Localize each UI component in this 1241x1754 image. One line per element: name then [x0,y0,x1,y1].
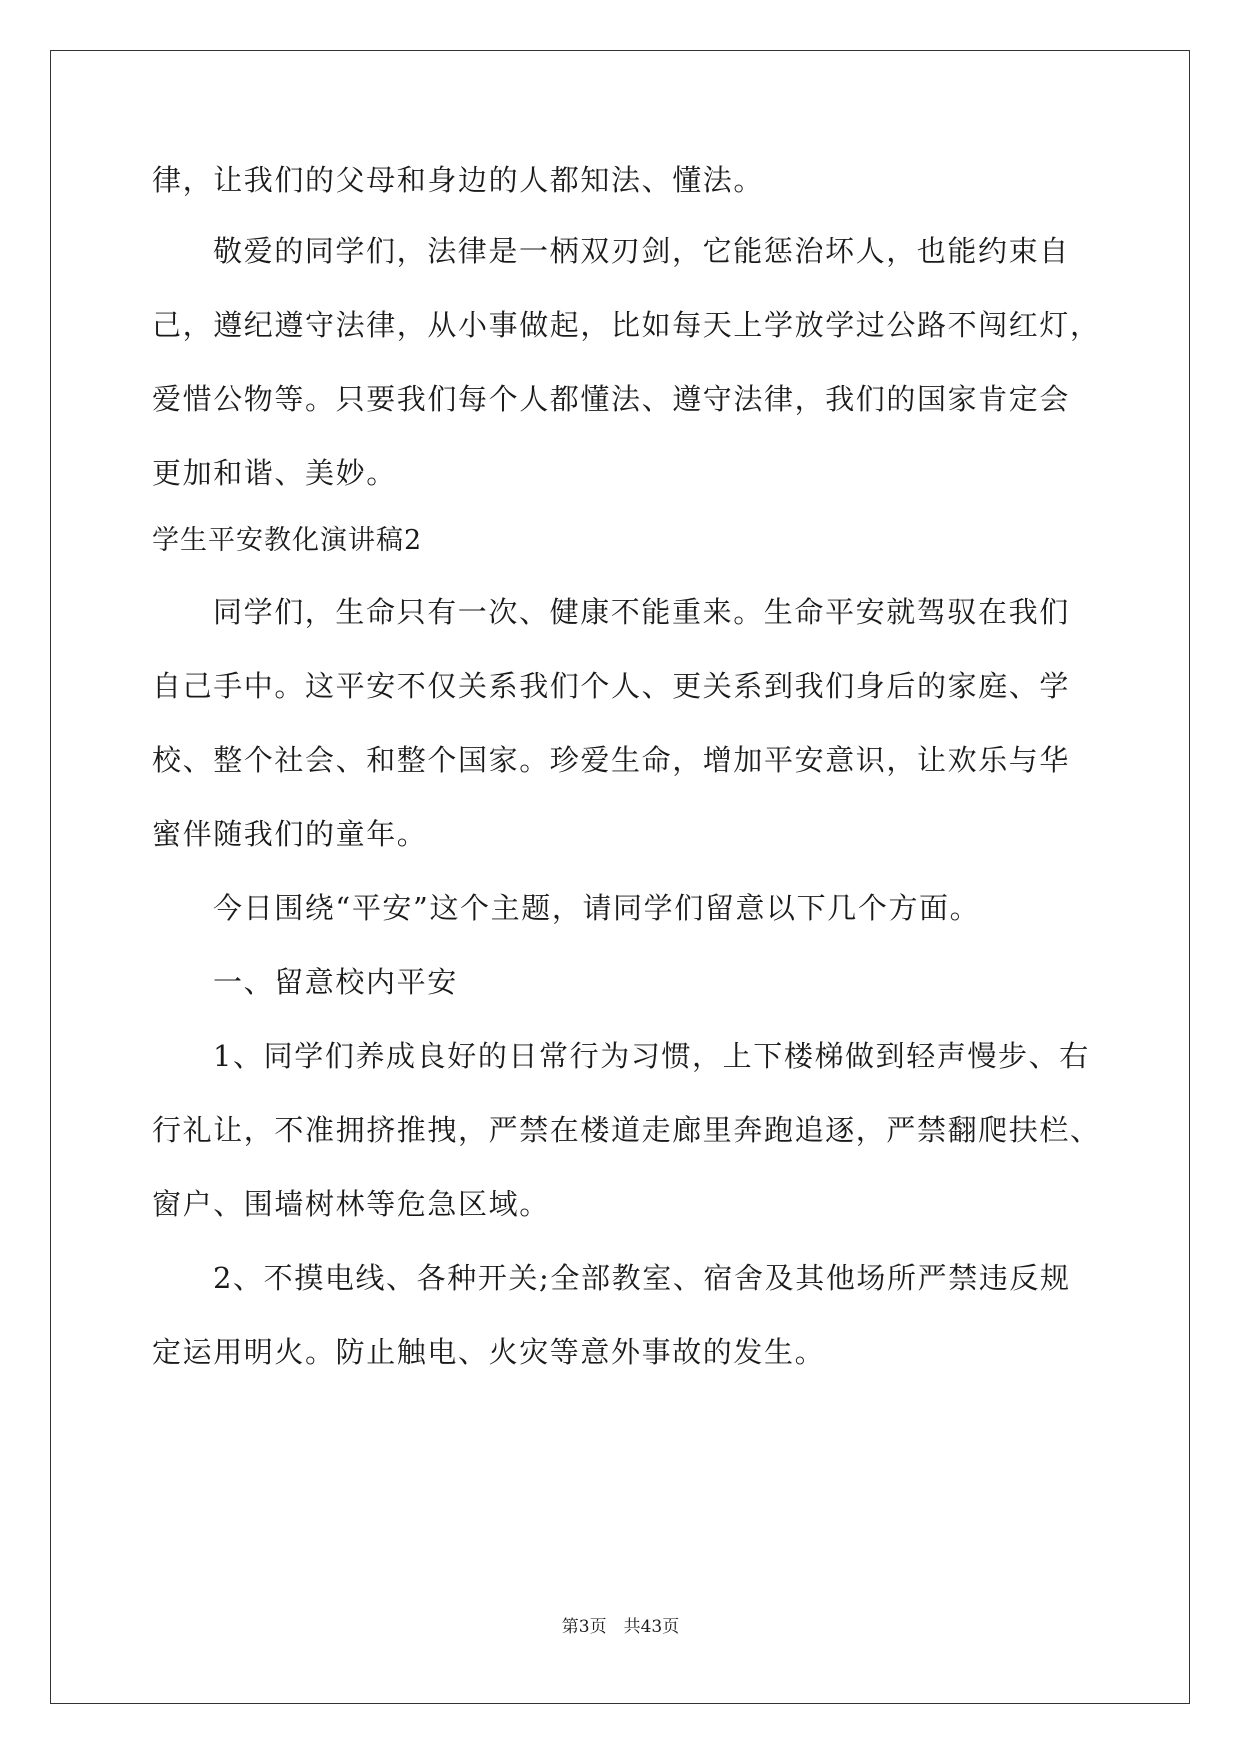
paragraph-line: 蜜伴随我们的童年。 [152,817,428,851]
paragraph-line: 同学们，生命只有一次、健康不能重来。生命平安就驾驭在我们 [213,595,1070,629]
section-heading: 学生平安教化演讲稿2 [152,525,423,556]
paragraph-line: 爱惜公物等。只要我们每个人都懂法、遵守法律，我们的国家肯定会 [152,382,1071,416]
page-border [50,50,1190,1704]
paragraph-line: 敬爱的同学们，法律是一柄双刃剑，它能惩治坏人，也能约束自 [213,234,1070,268]
paragraph-line: 窗户、围墙树林等危急区域。 [152,1187,550,1221]
paragraph-line: 校、整个社会、和整个国家。珍爱生命，增加平安意识，让欢乐与华 [152,743,1071,777]
page-number-footer: 第3页 共43页 [561,1617,680,1637]
paragraph-line: 己，遵纪遵守法律，从小事做起，比如每天上学放学过公路不闯红灯， [152,308,1101,342]
paragraph-line: 自己手中。这平安不仅关系我们个人、更关系到我们身后的家庭、学 [152,669,1071,703]
paragraph-line: 定运用明火。防止触电、火灾等意外事故的发生。 [152,1335,826,1369]
paragraph-line: 行礼让，不准拥挤推拽，严禁在楼道走廊里奔跑追逐，严禁翻爬扶栏、 [152,1113,1101,1147]
paragraph-line: 今日围绕“平安”这个主题，请同学们留意以下几个方面。 [213,891,981,925]
paragraph-line: 1、同学们养成良好的日常行为习惯，上下楼梯做到轻声慢步、右 [213,1039,1090,1073]
subheading-line: 一、留意校内平安 [213,965,458,999]
paragraph-line: 律，让我们的父母和身边的人都知法、懂法。 [152,163,765,197]
paragraph-line: 2、不摸电线、各种开关;全部教室、宿舍及其他场所严禁违反规 [213,1261,1071,1295]
paragraph-line: 更加和谐、美妙。 [152,456,397,490]
